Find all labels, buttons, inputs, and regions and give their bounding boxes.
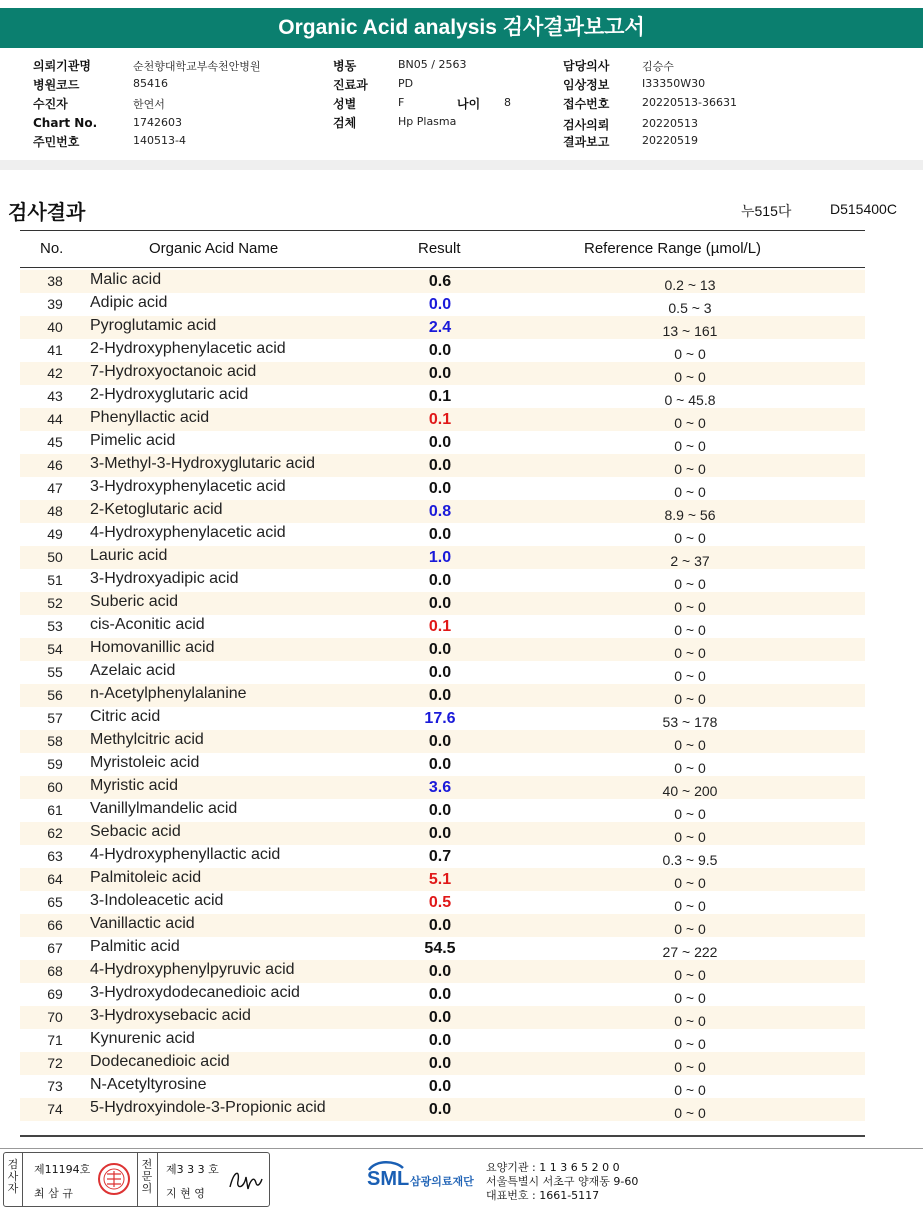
row-acid-name: n-Acetylphenylalanine — [90, 685, 247, 702]
row-result: 5.1 — [428, 871, 452, 888]
row-result: 17.6 — [424, 710, 456, 727]
table-row — [20, 776, 865, 799]
row-reference-range: 0 ~ 0 — [674, 599, 706, 615]
row-reference-range: 0.2 ~ 13 — [664, 277, 716, 293]
row-reference-range: 0 ~ 0 — [674, 1013, 706, 1029]
row-no: 45 — [47, 434, 63, 450]
patient-info-block — [0, 50, 923, 160]
age-label: 나이 — [457, 97, 481, 111]
row-no: 38 — [47, 273, 63, 289]
row-reference-range: 0 ~ 45.8 — [664, 392, 716, 408]
row-no: 56 — [47, 687, 63, 703]
org-name: 삼광의료재단 — [410, 1175, 474, 1188]
table-header-rule — [20, 267, 865, 268]
row-acid-name: 2-Ketoglutaric acid — [90, 501, 223, 518]
clinical-value: I33350W30 — [642, 77, 706, 90]
row-no: 69 — [47, 986, 63, 1002]
row-acid-name: 2-Hydroxyphenylacetic acid — [90, 340, 286, 357]
clinical-label: 임상정보 — [563, 78, 610, 92]
table-row — [20, 638, 865, 661]
row-result: 2.4 — [428, 319, 452, 336]
row-acid-name: cis-Aconitic acid — [90, 616, 205, 633]
row-reference-range: 0 ~ 0 — [674, 691, 706, 707]
document-code-korean: 누515다 — [741, 203, 792, 219]
row-acid-name: 3-Indoleacetic acid — [90, 892, 224, 909]
ward-label: 병동 — [333, 59, 357, 73]
row-no: 65 — [47, 894, 63, 910]
row-reference-range: 0 ~ 0 — [674, 898, 706, 914]
row-acid-name: Pyroglutamic acid — [90, 317, 217, 334]
row-acid-name: Lauric acid — [90, 547, 168, 564]
table-row — [20, 477, 865, 500]
dept-label: 진료과 — [333, 78, 368, 92]
row-result: 0.5 — [428, 894, 452, 911]
row-acid-name: 5-Hydroxyindole-3-Propionic acid — [90, 1099, 326, 1116]
row-acid-name: Homovanillic acid — [90, 639, 215, 656]
table-row — [20, 408, 865, 431]
row-acid-name: 4-Hydroxyphenylacetic acid — [90, 524, 286, 541]
table-row — [20, 454, 865, 477]
row-reference-range: 0.5 ~ 3 — [668, 300, 712, 316]
row-acid-name: Myristic acid — [90, 777, 179, 794]
row-no: 67 — [47, 940, 63, 956]
row-result: 0.0 — [428, 480, 452, 497]
row-result: 0.0 — [428, 986, 452, 1003]
row-acid-name: Phenyllactic acid — [90, 409, 210, 426]
row-acid-name: Malic acid — [90, 271, 162, 288]
row-result: 0.0 — [428, 1101, 452, 1118]
row-reference-range: 0 ~ 0 — [674, 668, 706, 684]
row-result: 0.0 — [428, 756, 452, 773]
row-result: 0.0 — [428, 825, 452, 842]
row-acid-name: 3-Hydroxyadipic acid — [90, 570, 239, 587]
table-row — [20, 316, 865, 339]
table-row — [20, 1029, 865, 1052]
table-row — [20, 753, 865, 776]
chart-label: Chart No. — [33, 116, 98, 130]
row-no: 62 — [47, 825, 63, 841]
ward-value: BN05 / 2563 — [398, 58, 467, 71]
row-no: 54 — [47, 641, 63, 657]
table-top-rule — [20, 230, 865, 231]
row-result: 3.6 — [428, 779, 452, 796]
row-result: 0.1 — [428, 411, 452, 428]
reviewer-name: 지 현 영 — [166, 1187, 205, 1200]
hospital-value: 순천향대학교부속천안병원 — [133, 60, 261, 73]
row-result: 0.0 — [428, 664, 452, 681]
seal-stamp-icon — [97, 1162, 131, 1196]
row-acid-name: Methylcitric acid — [90, 731, 204, 748]
row-acid-name: Adipic acid — [90, 294, 168, 311]
hospcode-label: 병원코드 — [33, 78, 80, 92]
reviewer-license: 제3 3 3 호 — [166, 1163, 219, 1176]
row-acid-name: 2-Hydroxyglutaric acid — [90, 386, 249, 403]
table-row — [20, 546, 865, 569]
row-reference-range: 0 ~ 0 — [674, 415, 706, 431]
row-no: 66 — [47, 917, 63, 933]
row-reference-range: 13 ~ 161 — [662, 323, 718, 339]
row-result: 0.0 — [428, 963, 452, 980]
table-row — [20, 845, 865, 868]
row-result: 0.0 — [428, 687, 452, 704]
table-row — [20, 730, 865, 753]
row-reference-range: 0 ~ 0 — [674, 921, 706, 937]
section-divider — [0, 160, 923, 170]
row-result: 0.1 — [428, 388, 452, 405]
requested-value: 20220513 — [642, 117, 698, 130]
table-row — [20, 431, 865, 454]
row-acid-name: Pimelic acid — [90, 432, 176, 449]
table-row — [20, 569, 865, 592]
row-reference-range: 27 ~ 222 — [662, 944, 718, 960]
row-reference-range: 0 ~ 0 — [674, 806, 706, 822]
chart-value: 1742603 — [133, 116, 182, 129]
row-no: 68 — [47, 963, 63, 979]
row-no: 40 — [47, 319, 63, 335]
receipt-value: 20220513-36631 — [642, 96, 737, 109]
row-acid-name: 3-Methyl-3-Hydroxyglutaric acid — [90, 455, 315, 472]
row-result: 0.0 — [428, 733, 452, 750]
row-no: 49 — [47, 526, 63, 542]
table-bottom-rule — [20, 1135, 865, 1137]
institution-code: 요양기관 : 1 1 3 6 5 2 0 0 — [486, 1161, 620, 1174]
table-row — [20, 983, 865, 1006]
row-reference-range: 0 ~ 0 — [674, 622, 706, 638]
row-no: 57 — [47, 710, 63, 726]
row-result: 0.0 — [428, 434, 452, 451]
specimen-label: 검체 — [333, 116, 357, 130]
table-row — [20, 1075, 865, 1098]
row-no: 52 — [47, 595, 63, 611]
table-row — [20, 1006, 865, 1029]
row-result: 0.0 — [428, 917, 452, 934]
row-acid-name: Suberic acid — [90, 593, 179, 610]
row-reference-range: 40 ~ 200 — [662, 783, 718, 799]
report-title-banner — [0, 8, 923, 48]
row-no: 58 — [47, 733, 63, 749]
age-value: 8 — [504, 96, 511, 109]
table-row — [20, 937, 865, 960]
row-result: 0.0 — [428, 365, 452, 382]
row-result: 0.0 — [428, 526, 452, 543]
sex-label: 성별 — [333, 97, 357, 111]
row-acid-name: 3-Hydroxydodecanedioic acid — [90, 984, 300, 1001]
row-result: 0.0 — [428, 1009, 452, 1026]
table-row — [20, 960, 865, 983]
row-no: 59 — [47, 756, 63, 772]
signature-box — [3, 1152, 270, 1207]
row-reference-range: 0 ~ 0 — [674, 967, 706, 983]
examinee-label: 수진자 — [33, 97, 68, 111]
row-reference-range: 0 ~ 0 — [674, 530, 706, 546]
row-no: 53 — [47, 618, 63, 634]
row-reference-range: 0 ~ 0 — [674, 1082, 706, 1098]
table-row — [20, 1052, 865, 1075]
report-title: Organic Acid analysis 검사결과보고서 — [278, 16, 645, 39]
table-row — [20, 362, 865, 385]
logo-text: SML — [367, 1168, 410, 1190]
checker-vertical-label: 검사자 — [7, 1158, 19, 1195]
table-row — [20, 822, 865, 845]
row-reference-range: 0 ~ 0 — [674, 875, 706, 891]
row-result: 0.1 — [428, 618, 452, 635]
row-reference-range: 0 ~ 0 — [674, 346, 706, 362]
row-no: 64 — [47, 871, 63, 887]
row-acid-name: 4-Hydroxyphenyllactic acid — [90, 846, 281, 863]
row-no: 46 — [47, 457, 63, 473]
row-acid-name: Citric acid — [90, 708, 161, 725]
row-reference-range: 8.9 ~ 56 — [664, 507, 716, 523]
footer-rule — [0, 1148, 923, 1149]
table-row — [20, 707, 865, 730]
table-row — [20, 523, 865, 546]
row-result: 0.0 — [428, 457, 452, 474]
contact-block — [486, 1161, 638, 1203]
row-reference-range: 0 ~ 0 — [674, 576, 706, 592]
receipt-label: 접수번호 — [563, 97, 610, 111]
table-row — [20, 339, 865, 362]
row-result: 0.0 — [428, 572, 452, 589]
document-code: D515400C — [830, 201, 897, 217]
table-row — [20, 1098, 865, 1121]
row-acid-name: 7-Hydroxyoctanoic acid — [90, 363, 257, 380]
row-no: 61 — [47, 802, 63, 818]
table-row — [20, 684, 865, 707]
header-result: Result — [418, 240, 461, 257]
row-acid-name: 3-Hydroxyphenylacetic acid — [90, 478, 286, 495]
hospital-label: 의뢰기관명 — [33, 59, 91, 73]
table-row — [20, 799, 865, 822]
row-reference-range: 0 ~ 0 — [674, 737, 706, 753]
row-acid-name: 4-Hydroxyphenylpyruvic acid — [90, 961, 295, 978]
row-no: 51 — [47, 572, 63, 588]
row-result: 0.0 — [428, 1055, 452, 1072]
row-no: 47 — [47, 480, 63, 496]
doctor-label: 담당의사 — [563, 59, 610, 73]
row-no: 63 — [47, 848, 63, 864]
row-result: 0.0 — [428, 595, 452, 612]
row-acid-name: Kynurenic acid — [90, 1030, 195, 1047]
address: 서울특별시 서초구 양재동 9-60 — [486, 1175, 639, 1188]
requested-label: 검사의뢰 — [563, 118, 610, 132]
row-no: 73 — [47, 1078, 63, 1094]
row-reference-range: 0 ~ 0 — [674, 484, 706, 500]
row-result: 0.8 — [428, 503, 452, 520]
row-reference-range: 0 ~ 0 — [674, 645, 706, 661]
row-no: 74 — [47, 1101, 63, 1117]
dept-value: PD — [398, 77, 414, 90]
header-name: Organic Acid Name — [149, 240, 279, 257]
reported-value: 20220519 — [642, 134, 698, 147]
row-reference-range: 0 ~ 0 — [674, 760, 706, 776]
row-reference-range: 0 ~ 0 — [674, 829, 706, 845]
row-result: 0.0 — [428, 342, 452, 359]
table-row — [20, 891, 865, 914]
row-no: 71 — [47, 1032, 63, 1048]
idno-label: 주민번호 — [33, 135, 80, 149]
row-no: 60 — [47, 779, 63, 795]
row-result: 54.5 — [424, 940, 456, 957]
header-range: Reference Range (µmol/L) — [584, 240, 762, 257]
table-row — [20, 914, 865, 937]
row-reference-range: 0 ~ 0 — [674, 1105, 706, 1121]
row-reference-range: 0 ~ 0 — [674, 438, 706, 454]
row-reference-range: 0 ~ 0 — [674, 1059, 706, 1075]
row-acid-name: Sebacic acid — [90, 823, 181, 840]
reviewer-vertical-label: 전문의 — [141, 1158, 153, 1195]
row-reference-range: 0 ~ 0 — [674, 461, 706, 477]
table-row — [20, 592, 865, 615]
row-no: 48 — [47, 503, 63, 519]
row-result: 0.6 — [428, 273, 452, 290]
header-no: No. — [40, 240, 64, 257]
idno-value: 140513-4 — [133, 134, 186, 147]
hospcode-value: 85416 — [133, 77, 168, 90]
results-section-title: 검사결과 — [8, 200, 86, 224]
row-no: 39 — [47, 296, 63, 312]
phone: 대표번호 : 1661-5117 — [486, 1189, 600, 1202]
table-row — [20, 661, 865, 684]
row-no: 44 — [47, 411, 63, 427]
row-acid-name: Palmitic acid — [90, 938, 180, 955]
row-no: 70 — [47, 1009, 63, 1025]
table-row — [20, 270, 865, 293]
row-acid-name: N-Acetyltyrosine — [90, 1076, 207, 1093]
row-acid-name: Palmitoleic acid — [90, 869, 202, 886]
checker-name: 최 삼 규 — [34, 1187, 73, 1200]
row-result: 0.7 — [428, 848, 452, 865]
row-no: 72 — [47, 1055, 63, 1071]
table-row — [20, 385, 865, 408]
table-row — [20, 293, 865, 316]
row-reference-range: 2 ~ 37 — [670, 553, 710, 569]
row-acid-name: Myristoleic acid — [90, 754, 200, 771]
row-result: 0.0 — [428, 641, 452, 658]
row-acid-name: Vanillactic acid — [90, 915, 195, 932]
checker-license: 제11194호 — [34, 1163, 91, 1176]
row-acid-name: 3-Hydroxysebacic acid — [90, 1007, 251, 1024]
row-reference-range: 0 ~ 0 — [674, 990, 706, 1006]
row-reference-range: 0.3 ~ 9.5 — [662, 852, 718, 868]
reported-label: 결과보고 — [563, 135, 610, 149]
row-result: 0.0 — [428, 1032, 452, 1049]
row-reference-range: 53 ~ 178 — [662, 714, 718, 730]
row-result: 0.0 — [428, 802, 452, 819]
row-reference-range: 0 ~ 0 — [674, 1036, 706, 1052]
row-result: 1.0 — [428, 549, 452, 566]
row-reference-range: 0 ~ 0 — [674, 369, 706, 385]
specimen-value: Hp Plasma — [398, 115, 457, 128]
row-no: 41 — [47, 342, 63, 358]
table-row — [20, 868, 865, 891]
row-no: 50 — [47, 549, 63, 565]
table-row — [20, 500, 865, 523]
sex-value: F — [398, 96, 405, 109]
row-no: 55 — [47, 664, 63, 680]
doctor-value: 김승수 — [642, 60, 674, 73]
row-result: 0.0 — [428, 296, 452, 313]
signature-icon — [226, 1167, 264, 1195]
row-acid-name: Azelaic acid — [90, 662, 176, 679]
row-acid-name: Vanillylmandelic acid — [90, 800, 238, 817]
row-no: 42 — [47, 365, 63, 381]
examinee-value: 한연서 — [133, 98, 165, 111]
table-row — [20, 615, 865, 638]
row-no: 43 — [47, 388, 63, 404]
row-acid-name: Dodecanedioic acid — [90, 1053, 230, 1070]
row-result: 0.0 — [428, 1078, 452, 1095]
